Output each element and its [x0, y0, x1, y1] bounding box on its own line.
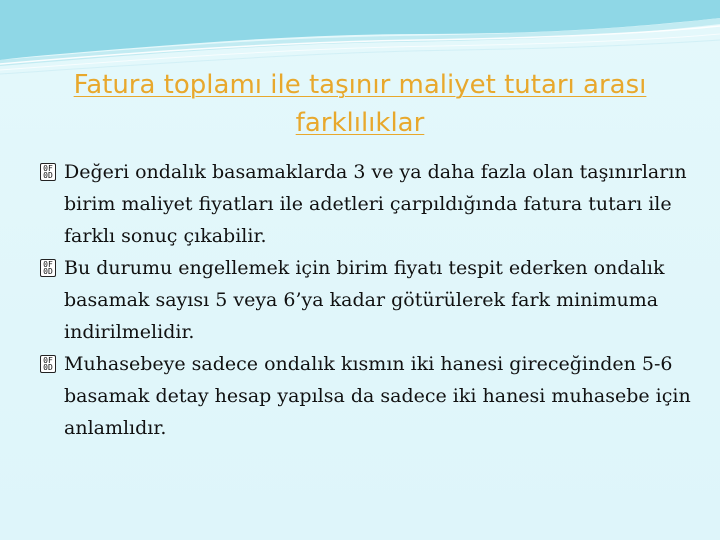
bullet-item: [40, 156, 700, 252]
slide-title: Fatura toplamı ile taşınır maliyet tutarı arası farklılıklar: [73, 70, 647, 138]
bullet-text: Muhasebeye sadece ondalık kısmın iki hanesi gireceğinden 5-6 basamak detay hesap yapılsa da sadece iki hanesi muhasebe için anlamlıdır.: [64, 353, 691, 439]
missing-glyph-bullet-icon: 0F 0D: [40, 156, 60, 188]
bullet-list: [40, 156, 700, 444]
bullet-item: [40, 348, 700, 444]
missing-glyph-bullet-icon: 0F 0D: [40, 348, 60, 380]
bullet-text: Değeri ondalık basamaklarda 3 ve ya daha fazla olan taşınırların birim maliyet fiyatları ile adetleri çarpıldığında fatura tutarı ile farklı sonuç çıkabilir.: [64, 161, 687, 247]
bullet-item: [40, 252, 700, 348]
bullet-text: Bu durumu engellemek için birim fiyatı tespit ederken ondalık basamak sayısı 5 veya 6’ya kadar götürülerek fark minimuma indirilmelidir.: [64, 257, 665, 343]
missing-glyph-bullet-icon: 0F 0D: [40, 252, 60, 284]
